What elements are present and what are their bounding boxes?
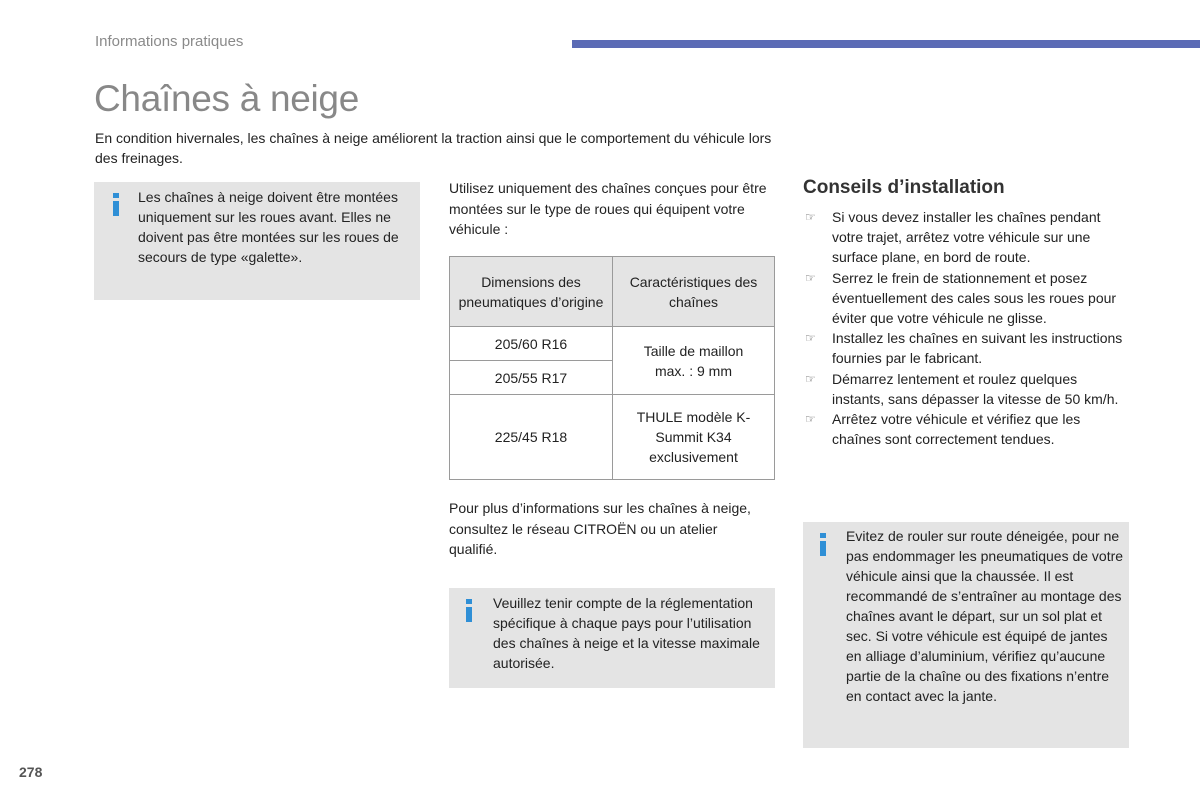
table-cell-tyre: 205/55 R17 [450, 361, 613, 395]
section-label: Informations pratiques [95, 33, 244, 50]
info-icon [817, 533, 833, 556]
info-text-regulation: Veuillez tenir compte de la réglementation spécifique à chaque pays pour l’utilisation des chaînes à neige et la vitesse maximale autorisée. [493, 595, 760, 671]
info-text-no-snow: Evitez de rouler sur route déneigée, pour ne pas endommager les pneumatiques de votre véhicule ainsi que la chaussée. Il est recommandé de s’entraîner au montage des chaînes avant le départ, sur un sol plat et sec. Si votre véhicule est équipé de jantes en alliage d’aluminium, vérifiez qu’aucune partie de la chaîne ou des fixations n’entre en contact avec la jante. [846, 528, 1124, 704]
table-cell-chain: THULE modèle K-Summit K34 exclusivement [613, 395, 775, 480]
table-cell-tyre: 205/60 R16 [450, 327, 613, 361]
page-number: 278 [19, 764, 43, 780]
installation-steps-list [803, 207, 1133, 449]
pointing-hand-icon: ☞ [805, 412, 816, 427]
info-box-front-wheels [94, 182, 420, 300]
info-icon [110, 193, 126, 216]
tyre-chain-table [449, 256, 775, 480]
info-icon [463, 599, 479, 622]
list-item: ☞ Si vous devez installer les chaînes pendant votre trajet, arrêtez votre véhicule sur une surface plane, en bord de route. [805, 209, 1101, 266]
intro-paragraph: En condition hivernales, les chaînes à neige améliorent la traction ainsi que le comportement du véhicule lors des freinages. [95, 130, 772, 166]
table-header-chain: Caractéristiques des chaînes [613, 257, 775, 327]
list-item: ☞ Démarrez lentement et roulez quelques instants, sans dépasser la vitesse de 50 km/h. [805, 370, 1119, 407]
table-cell-chain: Taille de maillon max. : 9 mm [613, 327, 775, 395]
pointing-hand-icon: ☞ [805, 371, 816, 386]
pointing-hand-icon: ☞ [805, 210, 816, 224]
table-row [450, 395, 775, 480]
list-item: ☞ Serrez le frein de stationnement et posez éventuellement des cales sous les roues pour éviter que votre véhicule ne glisse. [805, 269, 1117, 327]
header-accent-bar [572, 40, 1200, 48]
table-cell-tyre: 225/45 R18 [450, 395, 613, 480]
table-header-tyre: Dimensions des pneumatiques d’origine [450, 257, 613, 327]
list-item: ☞ Arrêtez votre véhicule et vérifiez que les chaînes sont correctement tendues. [805, 411, 1081, 448]
list-item: ☞ Installez les chaînes en suivant les instructions fournies par le fabricant. [805, 330, 1123, 367]
info-box-regulation [449, 588, 775, 688]
page-title: Chaînes à neige [94, 78, 359, 119]
chains-usage-text: Utilisez uniquement des chaînes conçues pour être montées sur le type de roues qui équipent votre véhicule : [449, 180, 767, 237]
pointing-hand-icon: ☞ [805, 331, 816, 346]
conseils-heading: Conseils d’installation [803, 177, 1005, 198]
pointing-hand-icon: ☞ [805, 270, 816, 285]
more-info-text: Pour plus d’informations sur les chaînes à neige, consultez le réseau CITROËN ou un atelier qualifié. [449, 500, 751, 557]
table-header-row [450, 257, 775, 327]
info-box-no-snow [803, 522, 1129, 748]
info-text-front-wheels: Les chaînes à neige doivent être montées uniquement sur les roues avant. Elles ne doivent pas être montées sur les roues de secours de type «galette». [138, 189, 399, 265]
table-row [450, 327, 775, 361]
